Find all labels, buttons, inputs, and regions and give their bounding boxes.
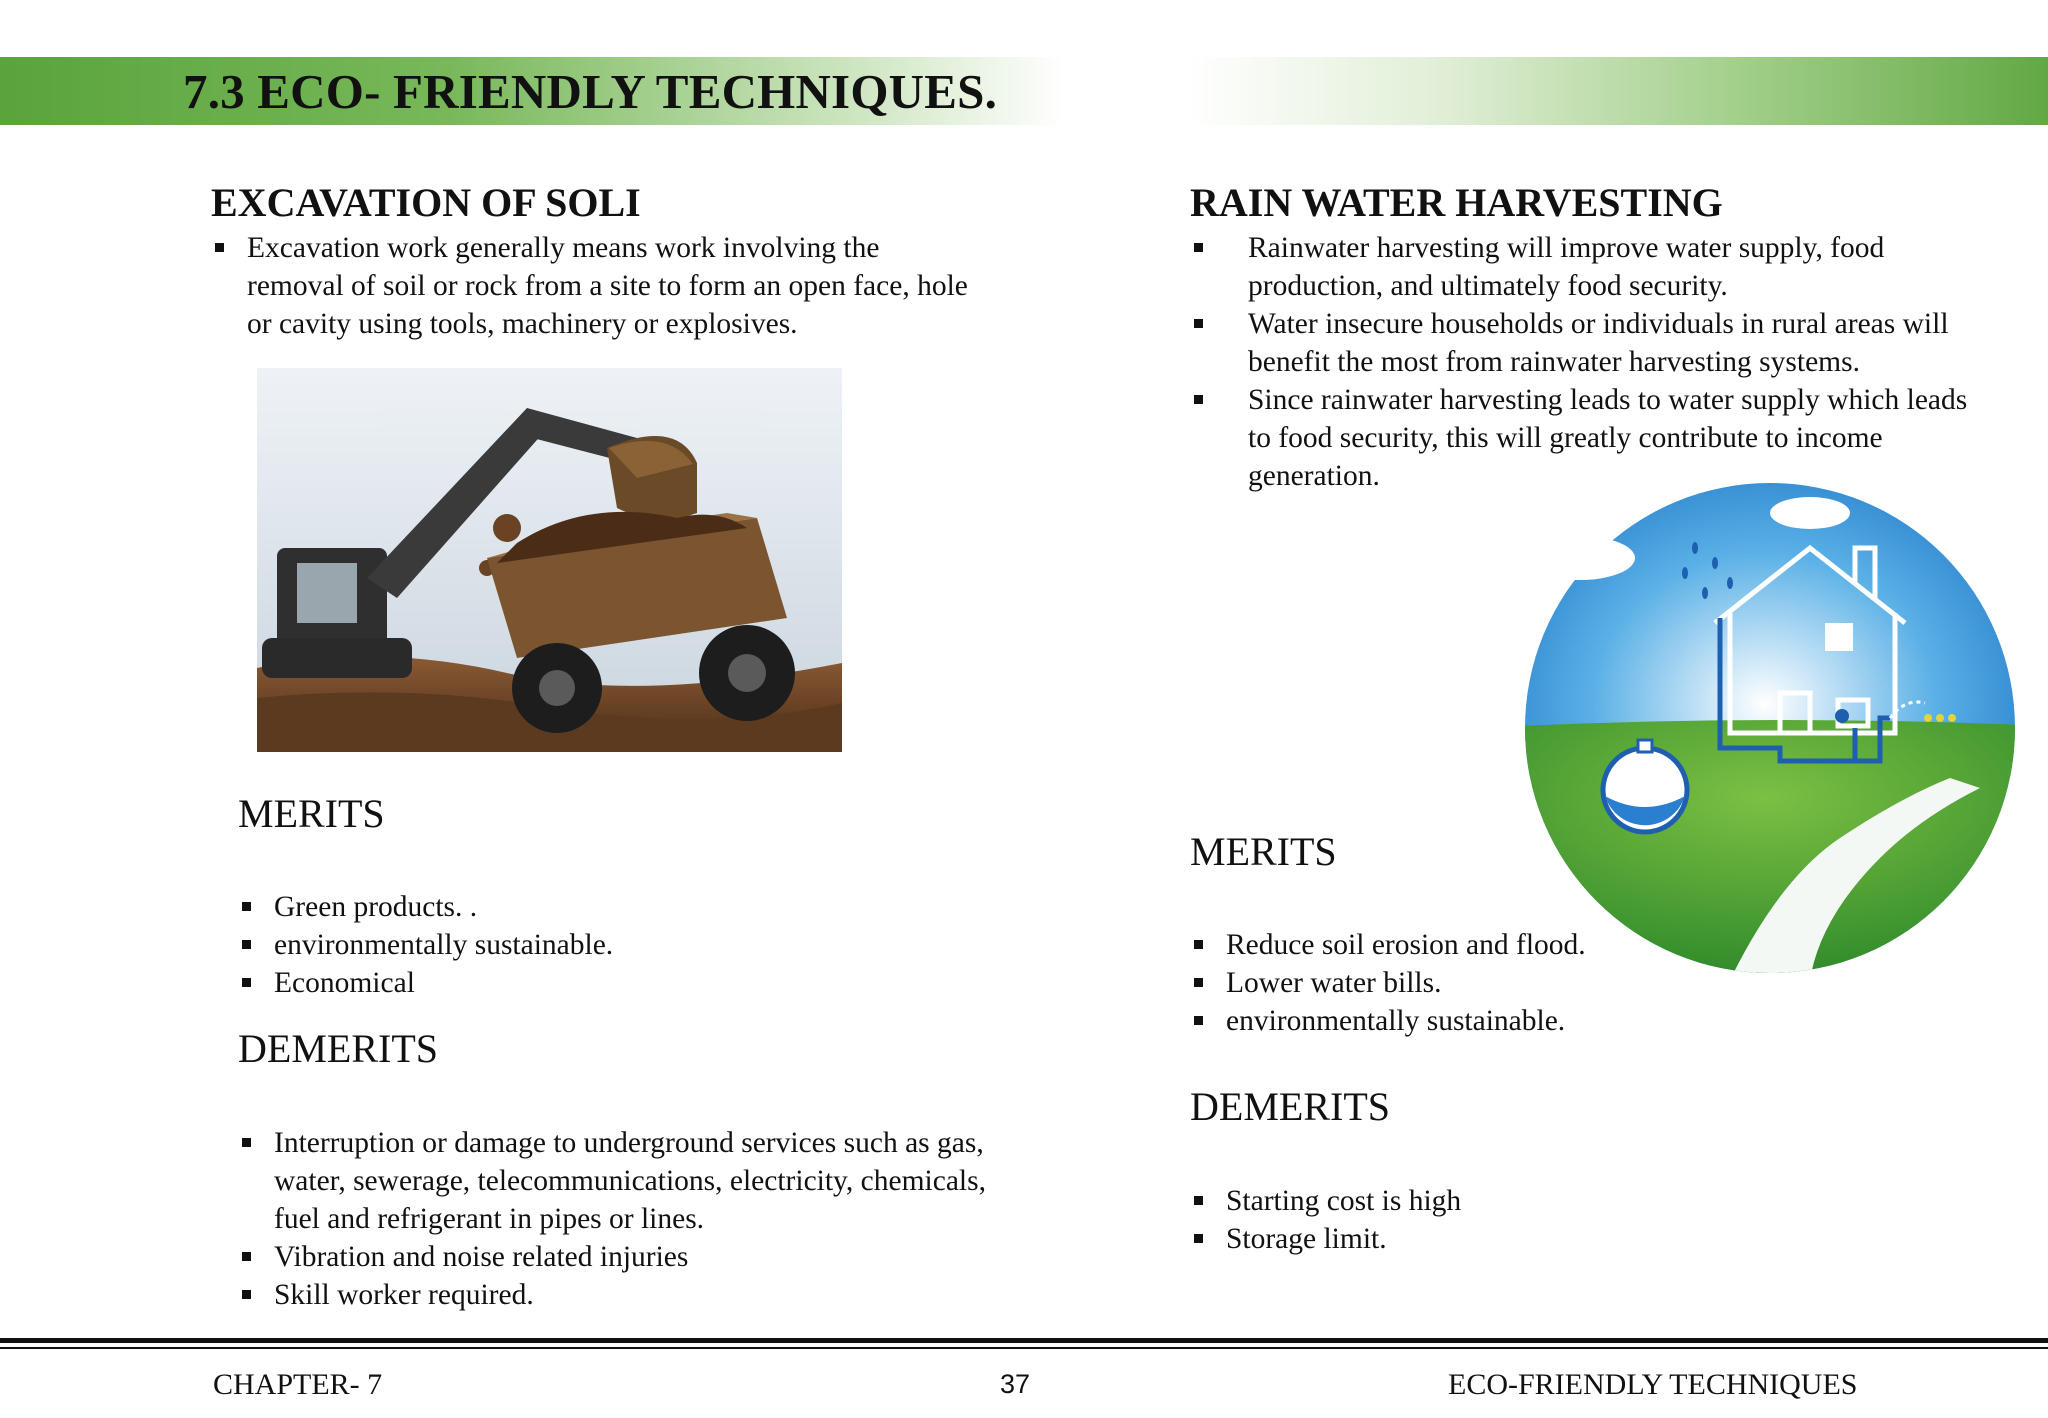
excavation-section-title: EXCAVATION OF SOLI bbox=[211, 180, 641, 225]
excavation-demerits-list bbox=[238, 1124, 1008, 1314]
excavation-merits-heading: MERITS bbox=[238, 791, 385, 836]
list-item: Interruption or damage to underground services such as gas, water, sewerage, telecommunications, electricity, chemicals, fuel and refrigerant in pipes or lines. bbox=[238, 1124, 1008, 1238]
list-item: Vibration and noise related injuries bbox=[238, 1238, 1008, 1276]
excavation-intro-list bbox=[211, 229, 981, 343]
rainwater-section-title: RAIN WATER HARVESTING bbox=[1190, 180, 1723, 225]
excavation-merits-list bbox=[238, 888, 998, 1002]
rainwater-demerits-heading: DEMERITS bbox=[1190, 1084, 1390, 1129]
rainwater-demerits-list bbox=[1190, 1182, 1870, 1258]
list-item: environmentally sustainable. bbox=[238, 926, 998, 964]
excavator-photo bbox=[257, 368, 842, 752]
list-item: environmentally sustainable. bbox=[1190, 1002, 1870, 1040]
list-item: Starting cost is high bbox=[1190, 1182, 1870, 1220]
list-item: Green products. . bbox=[238, 888, 998, 926]
page-number: 37 bbox=[1000, 1369, 1031, 1399]
footer-chapter: CHAPTER- 7 bbox=[213, 1368, 383, 1401]
list-item: Rainwater harvesting will improve water supply, food production, and ultimately food security. bbox=[1190, 229, 1980, 305]
list-item: Since rainwater harvesting leads to water supply which leads to food security, this will greatly contribute to income generation. bbox=[1190, 381, 1980, 495]
footer-rule-thick bbox=[0, 1338, 2048, 1343]
list-item: Water insecure households or individuals in rural areas will benefit the most from rainwater harvesting systems. bbox=[1190, 305, 1980, 381]
footer-rule-thin bbox=[0, 1347, 2048, 1349]
list-item: Economical bbox=[238, 964, 998, 1002]
excavation-demerits-heading: DEMERITS bbox=[238, 1026, 438, 1071]
list-item: Lower water bills. bbox=[1190, 964, 1870, 1002]
rainwater-intro-list bbox=[1190, 229, 1980, 495]
list-item: Reduce soil erosion and flood. bbox=[1190, 926, 1870, 964]
footer-section-name: ECO-FRIENDLY TECHNIQUES bbox=[1448, 1368, 1858, 1401]
page-title: 7.3 ECO- FRIENDLY TECHNIQUES. bbox=[183, 64, 998, 119]
rainwater-merits-list bbox=[1190, 926, 1870, 1040]
rainwater-merits-heading: MERITS bbox=[1190, 829, 1337, 874]
rainwater-harvesting-illustration bbox=[1480, 478, 2048, 980]
list-item: Excavation work generally means work involving the removal of soil or rock from a site to form an open face, hole or cavity using tools, machinery or explosives. bbox=[211, 229, 981, 343]
list-item: Storage limit. bbox=[1190, 1220, 1870, 1258]
list-item: Skill worker required. bbox=[238, 1276, 1008, 1314]
